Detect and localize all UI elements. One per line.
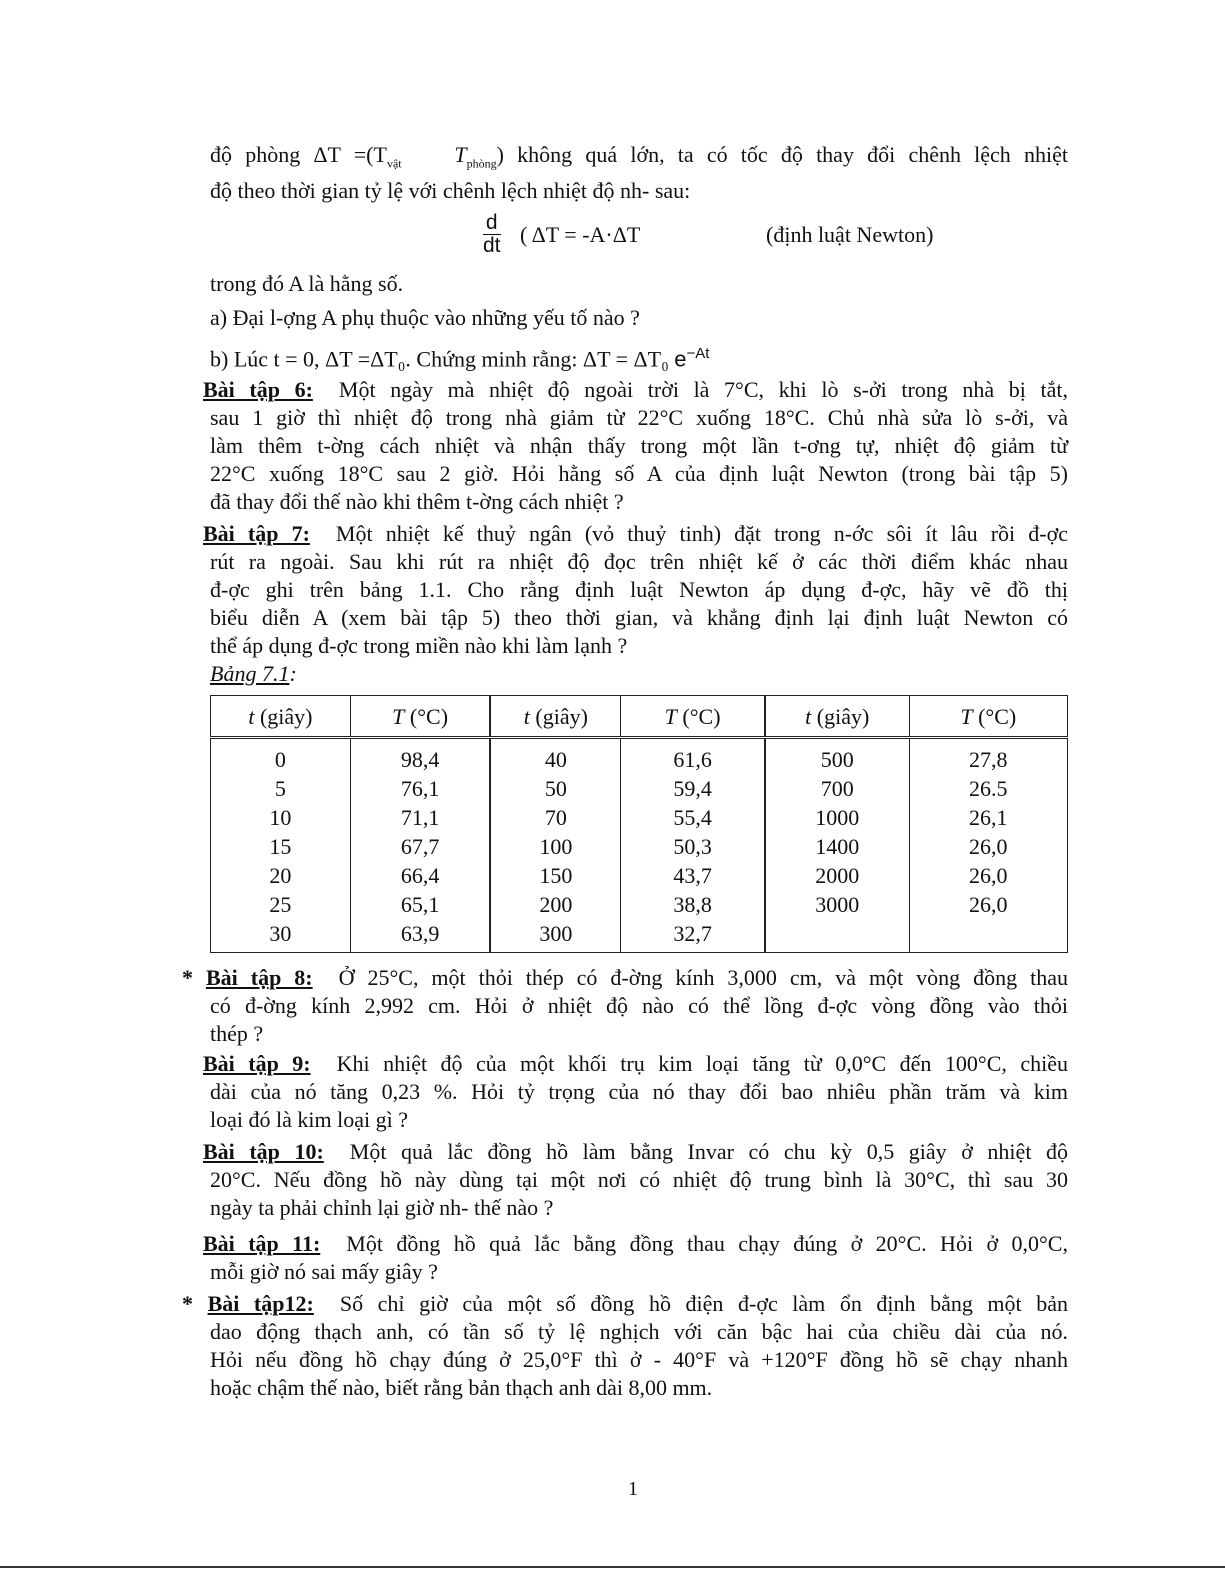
exercise-label: Bài tập 9: [203, 1051, 311, 1076]
table-row [211, 803, 1068, 832]
subscript: vật [386, 156, 402, 171]
table-row [211, 861, 1068, 890]
table-cell: 30 [211, 919, 351, 953]
table-cell: 1400 [765, 832, 909, 861]
text: Một đồng hồ quả lắc bằng đồng thau chạy đúng ở 20°C. Hỏi ở 0,0°C, [346, 1231, 1068, 1256]
unit: (°C) [676, 703, 721, 729]
exercise-line: mỗi giờ nó sai mấy giây ? [210, 1259, 438, 1284]
intro-paragraph [210, 141, 1068, 205]
variable: t [805, 703, 812, 729]
exercise-line: biểu diễn A (xem bài tập 5) theo thời gian, và khẳng định lại định luật Newton có [210, 605, 1068, 630]
fraction-numerator: d [483, 212, 501, 235]
caption-text: Bảng 7.1 [210, 661, 290, 686]
table-cell: 50 [490, 774, 620, 803]
exercise-line: rút ra ngoài. Sau khi rút ra nhiệt độ đọc trên nhiệt kế ở các thời điểm khác nhau [210, 549, 1068, 574]
table-cell: 26,0 [909, 861, 1067, 890]
table-cell: 150 [490, 861, 620, 890]
table-row [211, 832, 1068, 861]
table-cell: 70 [490, 803, 620, 832]
data-table [210, 695, 1068, 953]
variable: t [523, 703, 530, 729]
column-header [490, 696, 620, 738]
constant-line: trong đó A là hằng số. [210, 271, 404, 296]
exercise-line: 20°C. Nếu đồng hồ này dùng tại một nơi có nhiệt độ trung bình là 30°C, thì sau 30 [210, 1167, 1068, 1192]
table-cell: 700 [765, 774, 909, 803]
exercise-line: đ-ợc ghi trên bảng 1.1. Cho rằng định luật Newton áp dụng đ-ợc, hãy vẽ đồ thị [210, 577, 1068, 602]
table-cell: 20 [211, 861, 351, 890]
exercise-line: thể áp dụng đ-ợc trong miền nào khi làm lạnh ? [210, 633, 628, 658]
table-cell: 50,3 [621, 832, 765, 861]
unit: (giây) [529, 703, 588, 729]
table-cell: 61,6 [621, 738, 765, 775]
derivative-fraction [483, 212, 501, 257]
exercise-line [203, 1050, 1068, 1078]
table-row [211, 890, 1068, 919]
table-cell: 200 [490, 890, 620, 919]
table-cell: 66,4 [350, 861, 490, 890]
exercise-6 [203, 376, 1068, 516]
caption-colon: : [289, 661, 297, 686]
table-cell: 26,0 [909, 832, 1067, 861]
exponent: −At [686, 345, 710, 362]
intro-line [210, 141, 1068, 177]
table-cell: 76,1 [350, 774, 490, 803]
table-cell: 55,4 [621, 803, 765, 832]
table-cell: 43,7 [621, 861, 765, 890]
text: Một nhiệt kế thuỷ ngân (vỏ thuỷ tinh) đặt trong n-ớc sôi ít lâu rồi đ-ợc [335, 521, 1068, 546]
variable: T [392, 703, 405, 729]
table-cell: 27,8 [909, 738, 1067, 775]
exercise-line [203, 376, 1068, 404]
unit: (°C) [972, 703, 1017, 729]
text: T [454, 142, 467, 167]
table-cell: 26,0 [909, 890, 1067, 919]
star-marker: * [182, 1291, 208, 1316]
variable: T [664, 703, 677, 729]
table-cell: 40 [490, 738, 620, 775]
exercise-line: loại đó là kim loại gì ? [210, 1107, 408, 1132]
exercise-9 [203, 1050, 1068, 1134]
exercise-line [182, 964, 1068, 992]
table-cell: 59,4 [621, 774, 765, 803]
exercise-label: Bài tập 7: [203, 521, 310, 546]
text: b) Lúc t = 0, ΔT =ΔT₀. Chứng minh rằng: ΔT = ΔT₀ [210, 346, 675, 372]
table-cell: 25 [211, 890, 351, 919]
table-cell: 65,1 [350, 890, 490, 919]
table-cell: 300 [490, 919, 620, 953]
exercise-label: Bài tập 11: [203, 1231, 321, 1256]
exercise-line: Hỏi nếu đồng hồ chạy đúng ở 25,0°F thì ở - 40°F và +120°F đồng hồ sẽ chạy nhanh [210, 1347, 1068, 1372]
table-cell: 32,7 [621, 919, 765, 953]
text: Số chỉ giờ của một số đồng hồ điện đ-ợc làm ổn định bằng một bản [339, 1291, 1068, 1316]
column-header [350, 696, 490, 738]
table-cell: 71,1 [350, 803, 490, 832]
table-row [211, 738, 1068, 775]
table-cell [909, 919, 1067, 953]
text: Ở 25°C, một thỏi thép có đ-ờng kính 3,000 cm, và một vòng đồng thau [338, 965, 1069, 990]
exercise-line: làm thêm t-ờng cách nhiệt và nhận thấy trong một lần t-ơng tự, nhiệt độ giảm từ [210, 433, 1068, 458]
intro-line: độ theo thời gian tỷ lệ với chênh lệch nhiệt độ nh- sau: [210, 178, 691, 204]
exercise-line [182, 1290, 1068, 1318]
exercise-line: thép ? [210, 1021, 264, 1046]
text: Một quả lắc đồng hồ làm bằng Invar có chu kỳ 0,5 giây ở nhiệt độ [349, 1139, 1068, 1164]
exercise-line: sau 1 giờ thì nhiệt độ trong nhà giảm từ 22°C xuống 18°C. Chủ nhà sửa lò s-ởi, và [210, 405, 1068, 430]
exercise-line [203, 1138, 1068, 1166]
exercise-line: đã thay đổi thế nào khi thêm t-ờng cách nhiệt ? [210, 489, 624, 514]
table-cell: 98,4 [350, 738, 490, 775]
table-cell [765, 919, 909, 953]
exercise-line [203, 520, 1068, 548]
exercise-8 [182, 964, 1069, 1048]
exercise-10 [203, 1138, 1068, 1222]
variable: T [960, 703, 973, 729]
table-cell: 3000 [765, 890, 909, 919]
table-cell: 63,9 [350, 919, 490, 953]
table-cell: 26.5 [909, 774, 1067, 803]
column-header [621, 696, 765, 738]
unit: (giây) [811, 703, 870, 729]
exercise-label: Bài tập 6: [203, 377, 313, 402]
subscript: phòng [466, 156, 497, 171]
table-row [211, 774, 1068, 803]
table-cell: 1000 [765, 803, 909, 832]
table-cell: 0 [211, 738, 351, 775]
star-marker: * [182, 965, 206, 990]
table-cell: 2000 [765, 861, 909, 890]
table-cell: 26,1 [909, 803, 1067, 832]
fraction-denominator: dt [483, 234, 501, 257]
exercise-label: Bài tập12: [207, 1291, 314, 1316]
table-cell: 67,7 [350, 832, 490, 861]
exercise-line: dao động thạch anh, có tần số tỷ lệ nghịch với căn bậc hai của chiều dài của nó. [210, 1319, 1068, 1344]
variable: t [248, 703, 255, 729]
table-cell: 500 [765, 738, 909, 775]
text: ) không quá lớn, ta có tốc độ thay đổi chênh lệch nhiệt [496, 142, 1068, 167]
table-row [211, 919, 1068, 953]
exercise-line: dài của nó tăng 0,23 %. Hỏi tỷ trọng của nó thay đổi bao nhiêu phần trăm và kim [210, 1079, 1068, 1104]
page-number: 1 [628, 1478, 638, 1500]
table-cell: 5 [211, 774, 351, 803]
exercise-label: Bài tập 8: [205, 965, 313, 990]
formula-rhs: ( ΔT = -A·ΔT [520, 222, 641, 247]
unit: (°C) [404, 703, 449, 729]
question-a: a) Đại l-ợng A phụ thuộc vào những yếu tố nào ? [210, 305, 640, 330]
exercise-line [203, 1230, 1068, 1258]
exercise-line: có đ-ờng kính 2,992 cm. Hỏi ở nhiệt độ nào có thể lồng đ-ợc vòng đồng vào thỏi [210, 993, 1068, 1018]
exercise-12 [182, 1290, 1068, 1402]
question-b [210, 340, 1068, 373]
text: Khi nhiệt độ của một khối trụ kim loại tăng từ 0,0°C đến 100°C, chiều [336, 1051, 1068, 1076]
table-cell: 38,8 [621, 890, 765, 919]
table-cell: 10 [211, 803, 351, 832]
exercise-line: 22°C xuống 18°C sau 2 giờ. Hỏi hằng số A của định luật Newton (trong bài tập 5) [210, 461, 1068, 486]
text: Một ngày mà nhiệt độ ngoài trời là 7°C, khi lò s-ởi trong nhà bị tắt, [338, 377, 1068, 402]
exp-base: e [674, 346, 687, 372]
column-header [909, 696, 1067, 738]
column-header [765, 696, 909, 738]
exercise-11 [203, 1230, 1068, 1286]
column-header [211, 696, 351, 738]
formula-note: (định luật Newton) [766, 222, 934, 247]
bottom-rule [0, 1566, 1225, 1568]
unit: (giây) [254, 703, 313, 729]
exercise-7 [203, 520, 1068, 660]
exercise-label: Bài tập 10: [203, 1139, 324, 1164]
exercise-line: hoặc chậm thế nào, biết rằng bản thạch anh dài 8,00 mm. [210, 1375, 713, 1400]
table-cell: 15 [211, 832, 351, 861]
table-cell: 100 [490, 832, 620, 861]
table-caption [210, 660, 1068, 688]
exercise-line: ngày ta phải chỉnh lại giờ nh- thế nào ? [210, 1195, 554, 1220]
text: độ phòng ΔT =(T [210, 142, 387, 167]
